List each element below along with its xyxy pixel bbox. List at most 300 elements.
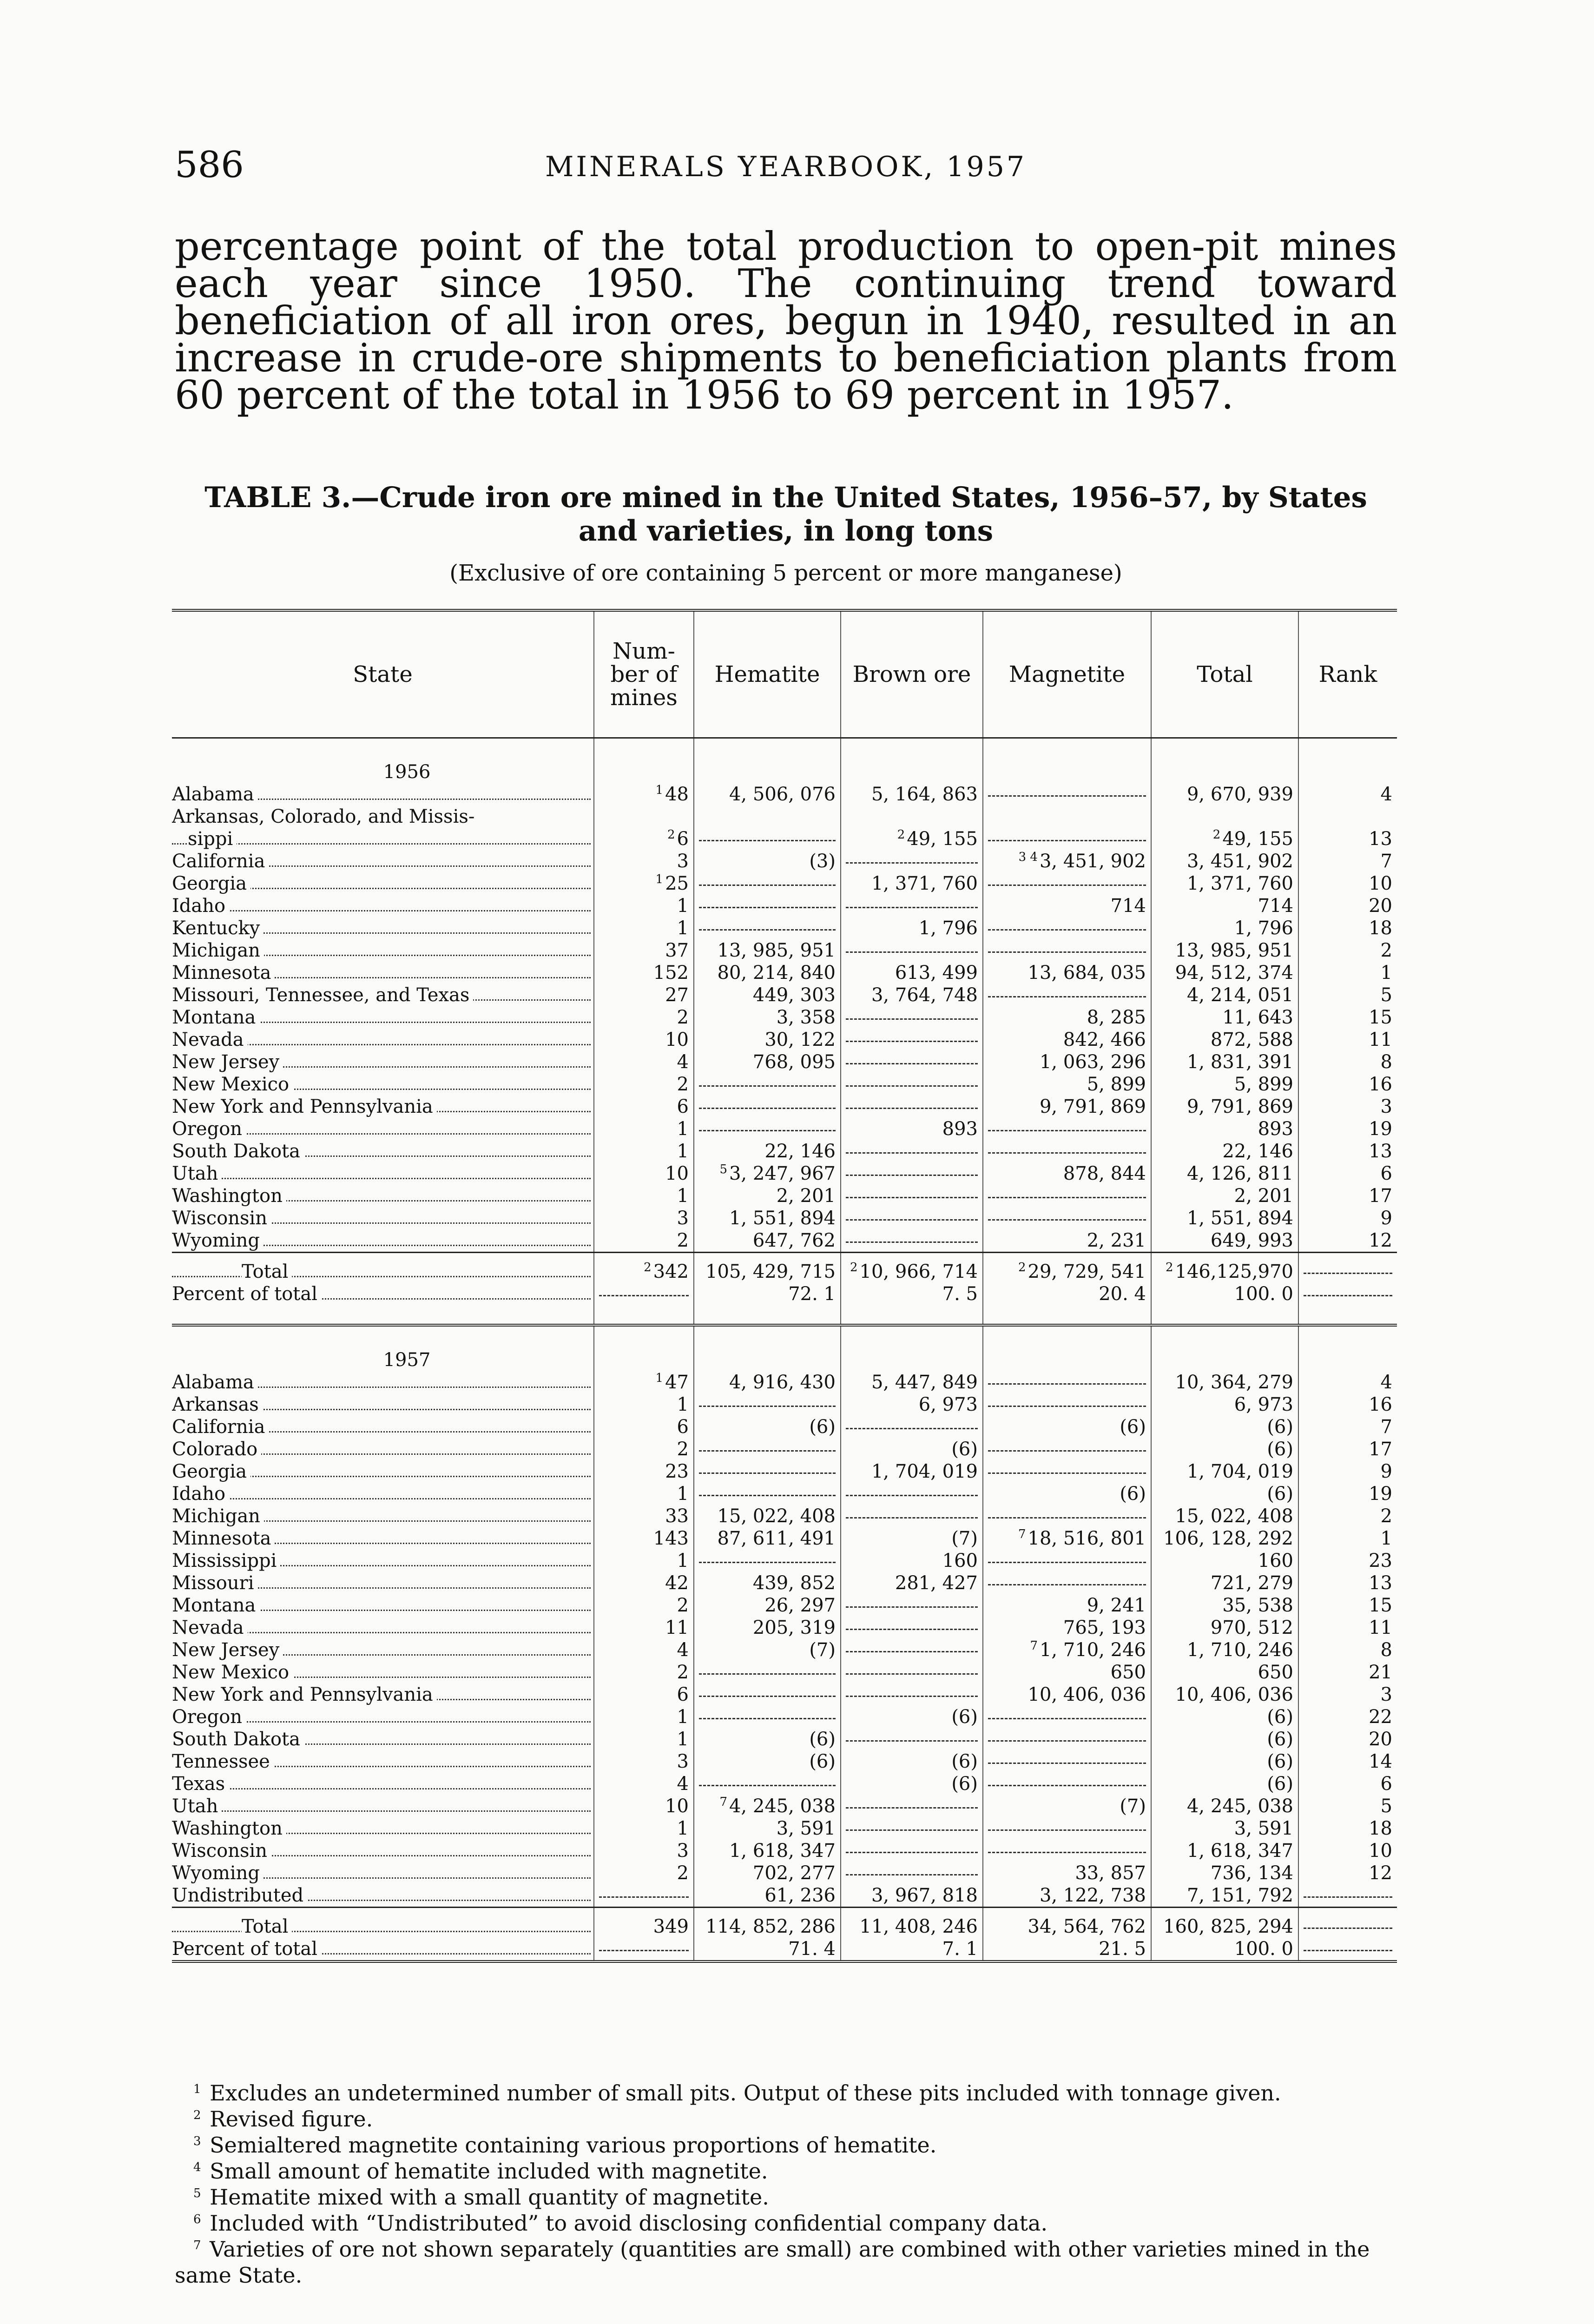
hematite-cell: 702, 277 bbox=[694, 1862, 841, 1884]
hematite-cell bbox=[694, 1483, 841, 1505]
dash-rule bbox=[988, 951, 1146, 953]
magnetite-cell: 1, 063, 296 bbox=[983, 1051, 1151, 1073]
table-row bbox=[172, 1572, 1397, 1594]
table-row bbox=[172, 1140, 1397, 1162]
table-row bbox=[172, 1617, 1397, 1639]
state-label: Utah bbox=[172, 1163, 222, 1184]
magnetite-cell bbox=[983, 1706, 1151, 1728]
rank-cell: 21 bbox=[1298, 1661, 1397, 1684]
mines-cell: $^1$ 48 bbox=[594, 783, 694, 805]
table-row bbox=[172, 1639, 1397, 1661]
footnote-mark: 1 bbox=[193, 2082, 201, 2096]
brown-ore-cell: 160 bbox=[841, 1550, 983, 1572]
state-label: Arkansas, Colorado, and Missis- bbox=[172, 806, 478, 827]
dash-rule bbox=[846, 862, 978, 864]
rank-cell: 2 bbox=[1298, 1505, 1397, 1527]
footnote-mark: 2 bbox=[897, 828, 905, 842]
rank-cell bbox=[1298, 1884, 1397, 1908]
state-cell bbox=[172, 1283, 594, 1305]
dash-rule bbox=[846, 1696, 978, 1697]
state-cell bbox=[172, 872, 594, 895]
empty-cell bbox=[983, 738, 1151, 784]
section-separator bbox=[172, 1305, 1397, 1325]
hematite-cell: 768, 095 bbox=[694, 1051, 841, 1073]
state-cell bbox=[172, 1884, 594, 1908]
state-label: Oregon bbox=[172, 1118, 246, 1140]
hematite-cell bbox=[694, 1773, 841, 1795]
magnetite-cell: 8, 285 bbox=[983, 1006, 1151, 1029]
state-label: sippi bbox=[188, 828, 237, 850]
state-cell bbox=[172, 1706, 594, 1728]
state-cell bbox=[172, 1416, 594, 1438]
state-cell bbox=[172, 1750, 594, 1773]
table-row bbox=[172, 1073, 1397, 1096]
state-cell bbox=[172, 1617, 594, 1639]
hematite-cell bbox=[694, 1438, 841, 1460]
magnetite-cell bbox=[983, 1840, 1151, 1862]
total-cell: 100. 0 bbox=[1151, 1283, 1298, 1305]
magnetite-cell bbox=[983, 1118, 1151, 1140]
state-label: Washington bbox=[172, 1185, 286, 1207]
dash-rule bbox=[1304, 1928, 1392, 1929]
state-cell bbox=[172, 1073, 594, 1096]
table-row bbox=[172, 1728, 1397, 1750]
hematite-cell: 114, 852, 286 bbox=[694, 1908, 841, 1938]
state-label: New Jersey bbox=[172, 1051, 283, 1073]
brown-ore-cell bbox=[841, 1639, 983, 1661]
rank-cell: 16 bbox=[1298, 1073, 1397, 1096]
table-row bbox=[172, 895, 1397, 917]
state-cell bbox=[172, 1393, 594, 1416]
hematite-cell: 72. 1 bbox=[694, 1283, 841, 1305]
empty-cell bbox=[1298, 738, 1397, 784]
magnetite-cell bbox=[983, 1817, 1151, 1840]
state-label: Montana bbox=[172, 1007, 259, 1028]
rank-cell: 12 bbox=[1298, 1229, 1397, 1253]
mines-cell: 1 bbox=[594, 1817, 694, 1840]
footnote: $^1$ Excludes an undetermined number of small pits. Output of these pits included with tonnage given. bbox=[193, 2080, 1281, 2106]
rank-cell: 10 bbox=[1298, 1840, 1397, 1862]
mines-cell: 349 bbox=[594, 1908, 694, 1938]
mines-cell: 2 bbox=[594, 1661, 694, 1684]
magnetite-cell bbox=[983, 984, 1151, 1006]
dash-rule bbox=[846, 1428, 978, 1429]
magnetite-cell: 2, 231 bbox=[983, 1229, 1151, 1253]
brown-ore-cell bbox=[841, 1416, 983, 1438]
total-cell: 4, 214, 051 bbox=[1151, 984, 1298, 1006]
total-cell: 1, 551, 894 bbox=[1151, 1207, 1298, 1229]
table-body bbox=[172, 738, 1397, 1962]
brown-ore-cell bbox=[841, 1483, 983, 1505]
table-row bbox=[172, 1773, 1397, 1795]
mines-cell: 10 bbox=[594, 1162, 694, 1185]
empty-cell bbox=[841, 738, 983, 784]
dash-rule bbox=[599, 1295, 689, 1296]
hematite-cell: 4, 506, 076 bbox=[694, 783, 841, 805]
magnetite-cell bbox=[983, 1140, 1151, 1162]
dash-rule bbox=[988, 1130, 1146, 1131]
brown-ore-cell bbox=[841, 850, 983, 872]
brown-ore-cell: 281, 427 bbox=[841, 1572, 983, 1594]
rank-cell: 1 bbox=[1298, 962, 1397, 984]
state-label: Utah bbox=[172, 1796, 222, 1817]
mines-cell: 1 bbox=[594, 1706, 694, 1728]
rank-cell: 14 bbox=[1298, 1750, 1397, 1773]
brown-ore-cell bbox=[841, 1505, 983, 1527]
brown-ore-cell: 893 bbox=[841, 1118, 983, 1140]
magnetite-cell: 3, 122, 738 bbox=[983, 1884, 1151, 1908]
hematite-cell bbox=[694, 1550, 841, 1572]
brown-ore-cell bbox=[841, 1006, 983, 1029]
table-row bbox=[172, 1795, 1397, 1817]
mines-cell: 2 bbox=[594, 1862, 694, 1884]
brown-ore-cell bbox=[841, 1162, 983, 1185]
dash-rule bbox=[988, 1740, 1146, 1742]
mines-cell: 37 bbox=[594, 939, 694, 962]
footnote-mark: 2 bbox=[667, 828, 675, 842]
total-cell: 22, 146 bbox=[1151, 1140, 1298, 1162]
brown-ore-cell: 3, 967, 818 bbox=[841, 1884, 983, 1908]
brown-ore-cell bbox=[841, 1229, 983, 1253]
total-row bbox=[172, 1908, 1397, 1938]
empty-cell bbox=[694, 1305, 841, 1325]
table-row bbox=[172, 1096, 1397, 1118]
total-cell: 1, 710, 246 bbox=[1151, 1639, 1298, 1661]
magnetite-cell bbox=[983, 1773, 1151, 1795]
total-cell: 7, 151, 792 bbox=[1151, 1884, 1298, 1908]
brown-ore-cell: (6) bbox=[841, 1706, 983, 1728]
mines-cell: 2 bbox=[594, 1006, 694, 1029]
rank-cell: 5 bbox=[1298, 984, 1397, 1006]
total-cell: (6) bbox=[1151, 1706, 1298, 1728]
state-cell bbox=[172, 1118, 594, 1140]
magnetite-cell bbox=[983, 1750, 1151, 1773]
state-label: Total bbox=[242, 1261, 292, 1282]
hematite-cell: 3, 591 bbox=[694, 1817, 841, 1840]
state-label: California bbox=[172, 1416, 269, 1438]
table-row bbox=[172, 1862, 1397, 1884]
mines-cell: 1 bbox=[594, 1185, 694, 1207]
mines-cell: 23 bbox=[594, 1460, 694, 1483]
brown-ore-cell: 5, 164, 863 bbox=[841, 783, 983, 805]
dash-rule bbox=[846, 1063, 978, 1064]
state-cell bbox=[172, 805, 594, 828]
magnetite-cell: 765, 193 bbox=[983, 1617, 1151, 1639]
dash-rule bbox=[846, 1495, 978, 1496]
brown-ore-cell bbox=[841, 1594, 983, 1617]
dash-rule bbox=[599, 1896, 689, 1898]
empty-cell bbox=[594, 1305, 694, 1325]
table-header-row bbox=[172, 610, 1397, 738]
hematite-cell: 2, 201 bbox=[694, 1185, 841, 1207]
mines-cell: 2 bbox=[594, 1229, 694, 1253]
total-cell: 1, 704, 019 bbox=[1151, 1460, 1298, 1483]
footnote: $^3$ Semialtered magnetite containing various proportions of hematite. bbox=[193, 2133, 937, 2158]
mines-cell bbox=[594, 1938, 694, 1961]
dash-rule bbox=[988, 1852, 1146, 1853]
magnetite-cell: 20. 4 bbox=[983, 1283, 1151, 1305]
state-label: New York and Pennsylvania bbox=[172, 1096, 437, 1117]
empty-cell bbox=[594, 1325, 694, 1371]
empty-cell bbox=[1151, 738, 1298, 784]
brown-ore-cell: (6) bbox=[841, 1773, 983, 1795]
magnetite-cell bbox=[983, 1393, 1151, 1416]
mines-cell: 3 bbox=[594, 1207, 694, 1229]
state-cell bbox=[172, 783, 594, 805]
total-cell: 1, 796 bbox=[1151, 917, 1298, 939]
brown-ore-cell: $^2$ 10, 966, 714 bbox=[841, 1253, 983, 1283]
mines-cell: 143 bbox=[594, 1527, 694, 1550]
hematite-cell: 26, 297 bbox=[694, 1594, 841, 1617]
state-label: Georgia bbox=[172, 873, 250, 894]
total-cell: 5, 899 bbox=[1151, 1073, 1298, 1096]
state-cell bbox=[172, 1661, 594, 1684]
magnetite-cell: 33, 857 bbox=[983, 1862, 1151, 1884]
dash-rule bbox=[846, 951, 978, 953]
mines-cell: 1 bbox=[594, 1118, 694, 1140]
brown-ore-cell bbox=[841, 1617, 983, 1639]
total-cell: 10, 364, 279 bbox=[1151, 1371, 1298, 1393]
rank-cell: 12 bbox=[1298, 1862, 1397, 1884]
mines-cell: 1 bbox=[594, 1140, 694, 1162]
table-title: TABLE 3.—Crude iron ore mined in the United States, 1956–57, by States and varieties, in long tons bbox=[204, 481, 1367, 548]
dash-rule bbox=[988, 1406, 1146, 1407]
dash-rule bbox=[846, 1175, 978, 1176]
table-row bbox=[172, 805, 1397, 828]
empty-cell bbox=[983, 1325, 1151, 1371]
brown-ore-cell bbox=[841, 1862, 983, 1884]
mines-cell: 1 bbox=[594, 1550, 694, 1572]
state-label: Idaho bbox=[172, 895, 229, 917]
hematite-cell bbox=[694, 1684, 841, 1706]
dash-rule bbox=[846, 1197, 978, 1198]
table-row bbox=[172, 828, 1397, 850]
dash-rule bbox=[699, 1085, 836, 1087]
magnetite-cell bbox=[983, 1371, 1151, 1393]
magnetite-cell: 21. 5 bbox=[983, 1938, 1151, 1961]
brown-ore-cell: (7) bbox=[841, 1527, 983, 1550]
state-label: Wyoming bbox=[172, 1862, 263, 1884]
dash-rule bbox=[846, 1651, 978, 1652]
hematite-cell bbox=[694, 828, 841, 850]
rank-cell: 10 bbox=[1298, 872, 1397, 895]
hematite-cell: (7) bbox=[694, 1639, 841, 1661]
state-label: Oregon bbox=[172, 1706, 246, 1728]
state-label: New York and Pennsylvania bbox=[172, 1684, 437, 1705]
year-label: 1956 bbox=[383, 761, 431, 783]
rank-cell: 23 bbox=[1298, 1550, 1397, 1572]
total-cell: (6) bbox=[1151, 1773, 1298, 1795]
magnetite-cell bbox=[983, 1572, 1151, 1594]
magnetite-cell bbox=[983, 939, 1151, 962]
brown-ore-cell bbox=[841, 1840, 983, 1862]
mines-cell: 4 bbox=[594, 1639, 694, 1661]
brown-ore-cell bbox=[841, 805, 983, 828]
dash-rule bbox=[846, 1041, 978, 1042]
dash-rule bbox=[988, 1152, 1146, 1154]
rank-cell: 20 bbox=[1298, 895, 1397, 917]
mines-cell: 3 bbox=[594, 1750, 694, 1773]
footnote: $^7$ Varieties of ore not shown separately (quantities are small) are combined with other varieties mined in the same State. bbox=[175, 2237, 1370, 2288]
rank-cell: 20 bbox=[1298, 1728, 1397, 1750]
col-header-state: State bbox=[172, 610, 594, 738]
table-row bbox=[172, 917, 1397, 939]
footnote-mark: 4 bbox=[193, 2160, 201, 2174]
table-row bbox=[172, 1051, 1397, 1073]
dash-rule bbox=[988, 929, 1146, 931]
mines-cell: 6 bbox=[594, 1096, 694, 1118]
magnetite-cell bbox=[983, 1460, 1151, 1483]
brown-ore-cell bbox=[841, 1073, 983, 1096]
state-label: Wisconsin bbox=[172, 1208, 271, 1229]
state-label: Wisconsin bbox=[172, 1840, 271, 1862]
dash-rule bbox=[846, 1152, 978, 1154]
footnote-mark: 2 bbox=[644, 1261, 652, 1274]
total-cell: $^2$ 49, 155 bbox=[1151, 828, 1298, 850]
dash-rule bbox=[699, 1406, 836, 1407]
rank-cell: 13 bbox=[1298, 828, 1397, 850]
footnote: $^6$ Included with “Undistributed” to avoid disclosing confidential company data. bbox=[193, 2211, 1048, 2236]
brown-ore-cell: 5, 447, 849 bbox=[841, 1371, 983, 1393]
mines-cell: 10 bbox=[594, 1029, 694, 1051]
state-cell bbox=[172, 1550, 594, 1572]
brown-ore-cell: (6) bbox=[841, 1438, 983, 1460]
mines-cell: $^1$ 25 bbox=[594, 872, 694, 895]
magnetite-cell bbox=[983, 1207, 1151, 1229]
state-label: Michigan bbox=[172, 940, 264, 961]
brown-ore-cell bbox=[841, 1051, 983, 1073]
state-label: Texas bbox=[172, 1773, 229, 1795]
magnetite-cell: $^7$ 18, 516, 801 bbox=[983, 1527, 1151, 1550]
state-label: Missouri, Tennessee, and Texas bbox=[172, 984, 473, 1006]
state-label: New Mexico bbox=[172, 1074, 293, 1095]
footnote-mark: 7 bbox=[193, 2238, 201, 2252]
brown-ore-cell: 1, 796 bbox=[841, 917, 983, 939]
footnote-mark: 7 bbox=[1030, 1639, 1038, 1653]
empty-cell bbox=[841, 1325, 983, 1371]
rank-cell: 8 bbox=[1298, 1051, 1397, 1073]
dash-rule bbox=[988, 1829, 1146, 1831]
hematite-cell: 439, 852 bbox=[694, 1572, 841, 1594]
hematite-cell: $^5$ 3, 247, 967 bbox=[694, 1162, 841, 1185]
table-row bbox=[172, 1527, 1397, 1550]
footnote-mark: 1 bbox=[655, 872, 664, 886]
magnetite-cell: 650 bbox=[983, 1661, 1151, 1684]
mines-cell: 42 bbox=[594, 1572, 694, 1594]
state-cell bbox=[172, 1908, 594, 1938]
mines-cell bbox=[594, 1884, 694, 1908]
table-row bbox=[172, 1684, 1397, 1706]
rank-cell: 11 bbox=[1298, 1029, 1397, 1051]
footnote: $^2$ Revised figure. bbox=[193, 2106, 373, 2132]
rank-cell: 3 bbox=[1298, 1096, 1397, 1118]
state-label: Percent of total bbox=[172, 1283, 321, 1305]
footnote-mark: 2 bbox=[1212, 828, 1221, 842]
dash-rule bbox=[988, 1763, 1146, 1764]
total-cell: 6, 973 bbox=[1151, 1393, 1298, 1416]
empty-cell bbox=[841, 1305, 983, 1325]
state-cell bbox=[172, 917, 594, 939]
magnetite-cell bbox=[983, 1550, 1151, 1572]
brown-ore-cell bbox=[841, 1817, 983, 1840]
total-cell: 714 bbox=[1151, 895, 1298, 917]
hematite-cell: (6) bbox=[694, 1728, 841, 1750]
table-row bbox=[172, 1661, 1397, 1684]
hematite-cell: 71. 4 bbox=[694, 1938, 841, 1961]
mines-cell: 4 bbox=[594, 1773, 694, 1795]
state-cell bbox=[172, 1371, 594, 1393]
hematite-cell bbox=[694, 1393, 841, 1416]
footnotes bbox=[175, 2080, 1397, 2288]
mines-cell: 2 bbox=[594, 1438, 694, 1460]
total-cell: 2, 201 bbox=[1151, 1185, 1298, 1207]
table-row bbox=[172, 1185, 1397, 1207]
state-label: South Dakota bbox=[172, 1141, 304, 1162]
magnetite-cell: 842, 466 bbox=[983, 1029, 1151, 1051]
magnetite-cell bbox=[983, 1438, 1151, 1460]
magnetite-cell bbox=[983, 1505, 1151, 1527]
brown-ore-cell bbox=[841, 1096, 983, 1118]
magnetite-cell bbox=[983, 828, 1151, 850]
total-cell: 10, 406, 036 bbox=[1151, 1684, 1298, 1706]
total-cell: 9, 670, 939 bbox=[1151, 783, 1298, 805]
total-cell: 35, 538 bbox=[1151, 1594, 1298, 1617]
table-row bbox=[172, 1006, 1397, 1029]
rank-cell: 15 bbox=[1298, 1006, 1397, 1029]
table-row bbox=[172, 1750, 1397, 1773]
hematite-cell: (6) bbox=[694, 1750, 841, 1773]
rank-cell: 7 bbox=[1298, 850, 1397, 872]
total-cell: (6) bbox=[1151, 1416, 1298, 1438]
hematite-cell: 30, 122 bbox=[694, 1029, 841, 1051]
dash-rule bbox=[988, 1785, 1146, 1786]
dash-rule bbox=[988, 996, 1146, 997]
rank-cell: 9 bbox=[1298, 1460, 1397, 1483]
total-cell: 1, 831, 391 bbox=[1151, 1051, 1298, 1073]
empty-cell bbox=[694, 738, 841, 784]
table-row bbox=[172, 1371, 1397, 1393]
state-cell bbox=[172, 1572, 594, 1594]
iron-ore-table bbox=[172, 609, 1397, 1963]
state-label: Missouri bbox=[172, 1572, 258, 1594]
dash-rule bbox=[699, 1108, 836, 1109]
dash-rule bbox=[846, 1629, 978, 1630]
hematite-cell: (6) bbox=[694, 1416, 841, 1438]
hematite-cell: 13, 985, 951 bbox=[694, 939, 841, 962]
dash-rule bbox=[699, 1130, 836, 1131]
empty-cell bbox=[694, 1325, 841, 1371]
empty-cell bbox=[1151, 1305, 1298, 1325]
state-label: Undistributed bbox=[172, 1885, 307, 1906]
hematite-cell: 80, 214, 840 bbox=[694, 962, 841, 984]
rank-cell bbox=[1298, 1938, 1397, 1961]
state-cell bbox=[172, 1862, 594, 1884]
hematite-cell bbox=[694, 1073, 841, 1096]
total-cell: 1, 371, 760 bbox=[1151, 872, 1298, 895]
footnote-mark: 2 bbox=[193, 2108, 201, 2122]
dash-rule bbox=[1304, 1273, 1392, 1274]
dash-rule bbox=[1304, 1295, 1392, 1296]
brown-ore-cell: 11, 408, 246 bbox=[841, 1908, 983, 1938]
total-cell: 11, 643 bbox=[1151, 1006, 1298, 1029]
table-row bbox=[172, 1029, 1397, 1051]
brown-ore-cell bbox=[841, 895, 983, 917]
dash-rule bbox=[846, 1673, 978, 1675]
dash-rule bbox=[1304, 1950, 1392, 1951]
brown-ore-cell bbox=[841, 1207, 983, 1229]
table-row bbox=[172, 1550, 1397, 1572]
total-cell: (6) bbox=[1151, 1438, 1298, 1460]
